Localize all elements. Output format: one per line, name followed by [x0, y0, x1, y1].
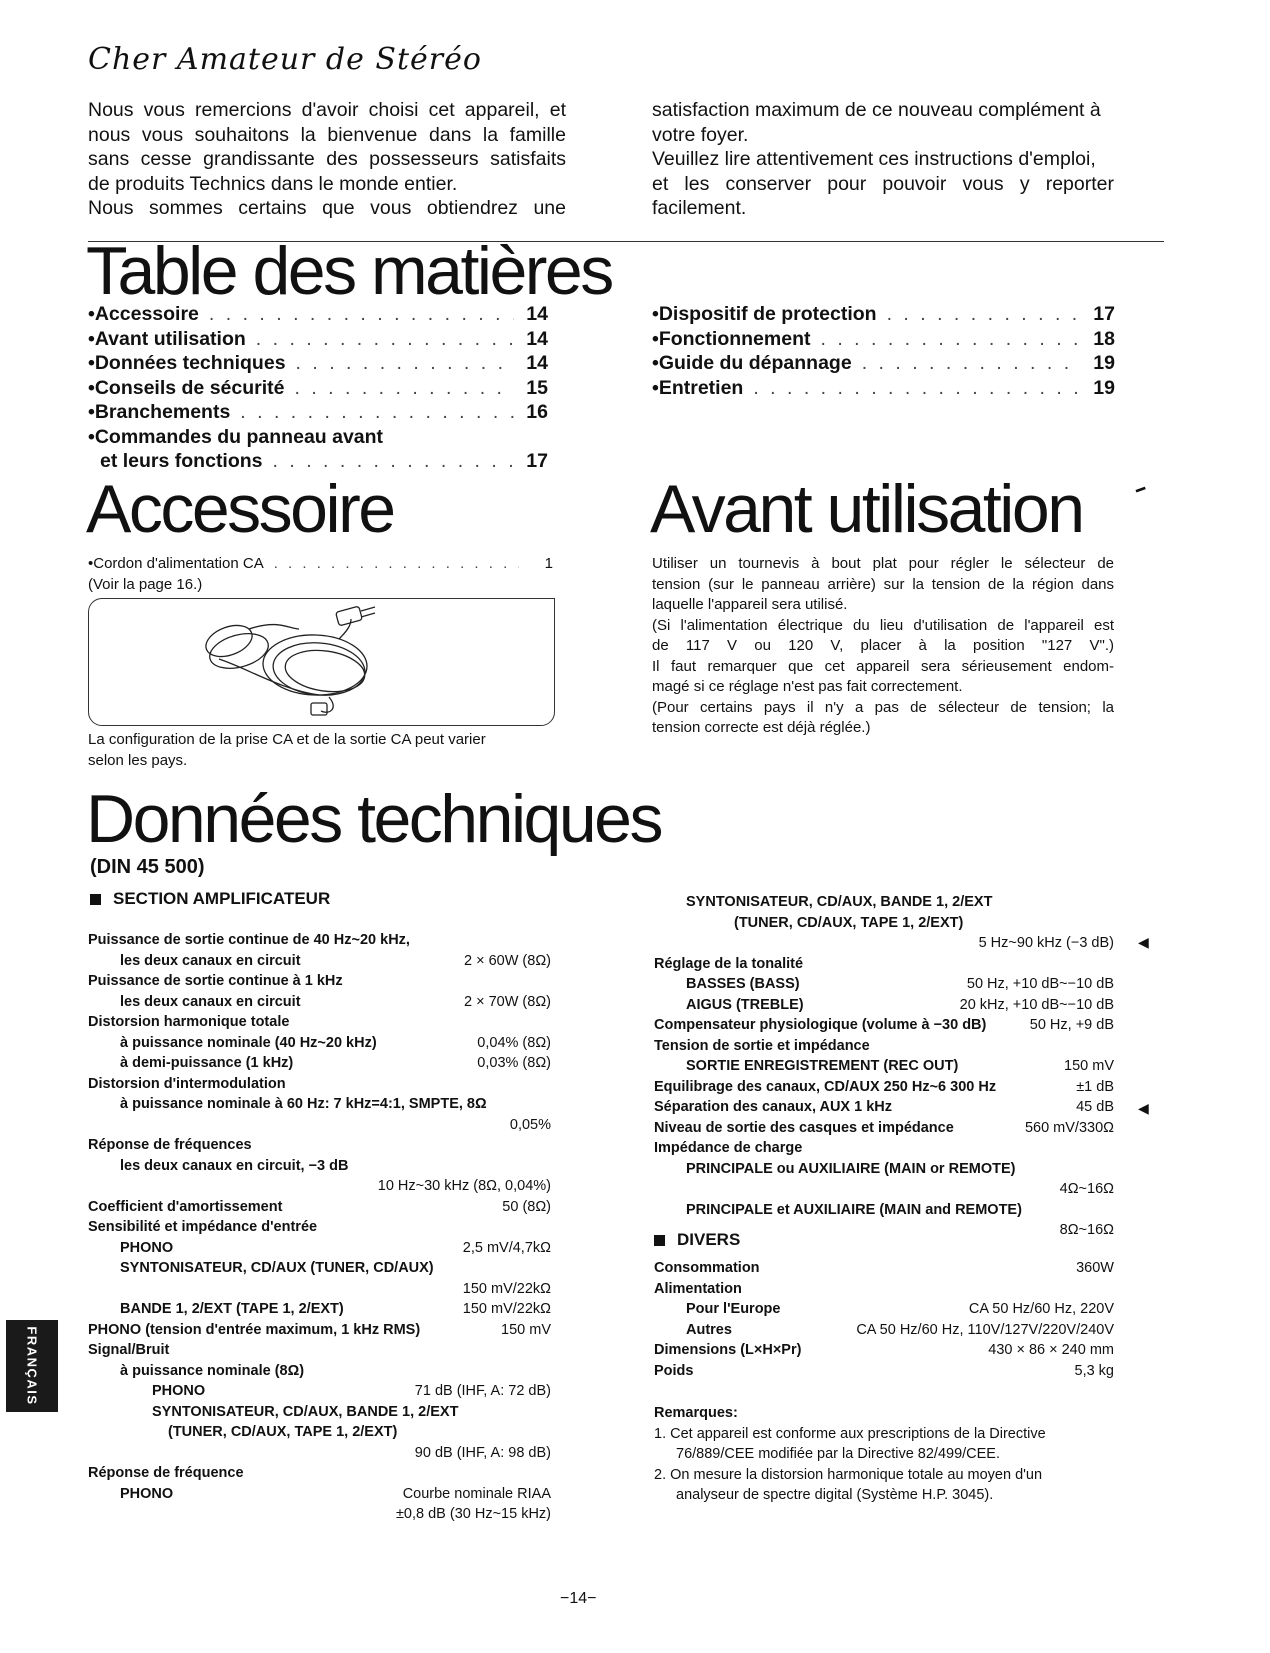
spec-row	[654, 913, 1114, 934]
spec-row	[88, 1238, 551, 1259]
toc-label: •Conseils de sécurité	[88, 376, 285, 399]
intro-line: de produits Technics dans le monde entier.	[88, 172, 458, 195]
intro-line: sans cesse grandissante des possesseurs satisfaits	[88, 148, 566, 170]
spec-value: 430 × 86 × 240 mm	[988, 1342, 1114, 1358]
spec-row	[88, 1094, 551, 1115]
intro-line: satisfaction maximum de ce nouveau complément à	[652, 99, 1101, 121]
spec-label: Distorsion d'intermodulation	[88, 1075, 286, 1092]
toc-entry[interactable]	[88, 377, 548, 402]
note-line: selon les pays.	[88, 751, 188, 769]
spec-label: PHONO (tension d'entrée maximum, 1 kHz RMS)	[88, 1321, 421, 1338]
spec-row	[88, 1422, 551, 1443]
accessoire-item	[88, 554, 553, 575]
spec-row	[88, 1033, 551, 1054]
spec-label: Pour l'Europe	[686, 1301, 781, 1317]
spec-value: ±1 dB	[1076, 1078, 1114, 1095]
accessoire-qty: 1	[544, 555, 553, 572]
spec-row	[88, 951, 551, 972]
spec-label: PHONO	[152, 1383, 206, 1399]
spec-row	[88, 1381, 551, 1402]
avant-line: magé si ce réglage n'est pas fait correctement.	[652, 678, 963, 695]
toc-label: •Entretien	[652, 376, 744, 399]
toc-label: •Fonctionnement	[652, 327, 811, 350]
spec-row	[88, 1320, 551, 1341]
toc-label: •Avant utilisation	[88, 327, 246, 350]
spec-row	[88, 1176, 551, 1197]
din-label: (DIN 45 500)	[90, 856, 205, 878]
spec-label: à puissance nominale à 60 Hz: 7 kHz=4:1, SMPTE, 8Ω	[120, 1096, 487, 1112]
spec-row	[88, 1074, 551, 1095]
toc-page: 18	[1093, 327, 1115, 350]
spec-row	[654, 995, 1114, 1016]
avant-line: tension (sur le panneau arrière) sur la tension de la région dans	[652, 575, 1114, 593]
avant-line: laquelle l'appareil sera utilisé.	[652, 596, 848, 613]
spec-label: à puissance nominale (8Ω)	[120, 1362, 305, 1379]
intro-line: et les conserver pour pouvoir vous y reporter	[652, 172, 1114, 195]
section-label: SECTION AMPLIFICATEUR	[113, 889, 331, 908]
spec-label: à puissance nominale (40 Hz~20 kHz)	[120, 1034, 377, 1051]
spec-row	[654, 1340, 1114, 1361]
toc-entry[interactable]	[88, 352, 548, 377]
toc-label: •Données techniques	[88, 352, 286, 374]
spec-label: (TUNER, CD/AUX, TAPE 1, 2/EXT)	[734, 914, 964, 931]
spec-row	[88, 1340, 551, 1361]
spec-label: Réglage de la tonalité	[654, 955, 804, 972]
spec-value: 560 mV/330Ω	[1024, 1119, 1114, 1136]
spec-label: Equilibrage des canaux, CD/AUX 250 Hz~6 300 Hz	[654, 1078, 997, 1095]
spec-value: CA 50 Hz/60 Hz, 110V/127V/220V/240V	[856, 1321, 1114, 1338]
spec-value: 150 mV	[501, 1321, 551, 1338]
spec-label: Réponse de fréquence	[88, 1465, 244, 1481]
spec-row	[88, 930, 551, 951]
intro-line: nous vous souhaitons la bienvenue dans la famille	[88, 123, 566, 146]
spec-label: (TUNER, CD/AUX, TAPE 1, 2/EXT)	[168, 1424, 398, 1440]
toc-page: 14	[526, 352, 548, 374]
toc-page: 16	[526, 401, 548, 423]
avant-text	[652, 554, 1114, 739]
spec-row	[88, 1197, 551, 1218]
spec-label: PRINCIPALE ou AUXILIAIRE (MAIN or REMOTE)	[686, 1160, 1016, 1177]
spec-label: PHONO	[120, 1239, 174, 1256]
spec-label: Niveau de sortie des casques et impédance	[654, 1119, 954, 1136]
spec-value: 71 dB (IHF, A: 72 dB)	[414, 1383, 551, 1399]
spec-label: Puissance de sortie continue à 1 kHz	[88, 973, 343, 989]
accessoire-item-label: •Cordon d'alimentation CA	[88, 555, 264, 572]
spec-label: Alimentation	[654, 1280, 742, 1297]
spec-label: AIGUS (TREBLE)	[686, 996, 804, 1013]
spec-divers-column	[654, 1258, 1114, 1381]
toc-label: •Commandes du panneau avant	[88, 425, 384, 448]
spec-value: 0,04% (8Ω)	[477, 1034, 551, 1051]
toc-entry[interactable]	[88, 303, 548, 328]
spec-label: les deux canaux en circuit, −3 dB	[120, 1157, 349, 1174]
spec-label: Coefficient d'amortissement	[88, 1198, 283, 1215]
spec-row	[88, 971, 551, 992]
toc-page: 17	[526, 450, 548, 472]
remarque-line: 2. On mesure la distorsion harmonique totale au moyen d'un	[654, 1466, 1043, 1483]
spec-row	[88, 1443, 551, 1464]
spec-row	[88, 1361, 551, 1382]
avant-line: Il faut remarquer que cet appareil sera sérieusement endom-	[652, 657, 1114, 675]
avant-line: de 117 V ou 120 V, placer à la position "127 V".)	[652, 637, 1114, 654]
intro-left	[88, 98, 566, 221]
spec-row	[654, 1036, 1114, 1057]
avant-line: (Pour certains pays il n'y a pas de sélecteur de tension; la	[652, 698, 1114, 716]
toc-label: •Accessoire	[88, 303, 199, 325]
spec-row	[88, 1217, 551, 1238]
spec-value: 4Ω~16Ω	[1059, 1181, 1114, 1197]
spec-value: 2 × 70W (8Ω)	[464, 993, 551, 1010]
spec-value: 0,05%	[509, 1116, 551, 1133]
toc-left	[88, 303, 548, 475]
avant-line: (Si l'alimentation électrique du lieu d'utilisation de l'appareil est	[652, 616, 1114, 634]
toc-entry[interactable]	[88, 426, 548, 451]
spec-row	[654, 1361, 1114, 1382]
spec-label: Tension de sortie et impédance	[654, 1037, 870, 1054]
spec-value: 2,5 mV/4,7kΩ	[462, 1239, 551, 1256]
spec-value: 45 dB	[1076, 1099, 1114, 1115]
spec-row	[88, 992, 551, 1013]
spec-value: 10 Hz~30 kHz (8Ω, 0,04%)	[377, 1178, 551, 1194]
power-cord-figure	[88, 598, 555, 726]
spec-row	[654, 1015, 1114, 1036]
spec-label: SORTIE ENREGISTREMENT (REC OUT)	[686, 1058, 959, 1074]
language-tab-label: FRANÇAIS	[24, 1326, 40, 1406]
greeting: Cher Amateur de Stéréo	[88, 42, 482, 77]
spec-label: Séparation des canaux, AUX 1 kHz	[654, 1099, 892, 1115]
toc-page: 19	[1093, 352, 1115, 374]
intro-right	[652, 98, 1114, 221]
accessoire-see: (Voir la page 16.)	[88, 575, 203, 593]
spec-label: Impédance de charge	[654, 1140, 803, 1156]
spec-row	[654, 1097, 1114, 1118]
spec-row	[654, 1118, 1114, 1139]
remarque-line: analyseur de spectre digital (Système H.P. 3045).	[676, 1487, 994, 1503]
spec-label: SYNTONISATEUR, CD/AUX, BANDE 1, 2/EXT	[152, 1403, 459, 1420]
spec-value: ±0,8 dB (30 Hz~15 kHz)	[395, 1506, 551, 1522]
spec-value: 90 dB (IHF, A: 98 dB)	[414, 1444, 551, 1461]
accessoire-text	[88, 554, 553, 595]
page-number: −14−	[560, 1590, 597, 1607]
spec-row	[654, 892, 1114, 913]
spec-value: 5,3 kg	[1074, 1362, 1114, 1379]
spec-label: Puissance de sortie continue de 40 Hz~20 kHz,	[88, 932, 410, 948]
spec-row	[88, 1463, 551, 1484]
spec-row	[88, 1279, 551, 1300]
spec-value: 50 Hz, +10 dB~−10 dB	[966, 976, 1114, 992]
spec-row	[654, 1279, 1114, 1300]
spec-row	[88, 1053, 551, 1074]
note-line: La configuration de la prise CA et de la sortie CA peut varier	[88, 731, 486, 748]
spec-row	[654, 1077, 1114, 1098]
spec-label: à demi-puissance (1 kHz)	[120, 1055, 294, 1071]
spec-row	[654, 974, 1114, 995]
spec-row	[88, 1012, 551, 1033]
spec-label: Consommation	[654, 1260, 760, 1276]
donnees-title: Données techniques	[86, 781, 662, 857]
spec-label: Compensateur physiologique (volume à −30 dB)	[654, 1017, 987, 1033]
spec-label: Signal/Bruit	[88, 1342, 170, 1358]
toc-label: •Guide du dépannage	[652, 352, 852, 374]
spec-row	[88, 1299, 551, 1320]
margin-mark-icon: ◀	[1138, 1100, 1149, 1116]
spec-row	[654, 1200, 1114, 1221]
spec-row	[654, 1159, 1114, 1180]
spec-left-column	[88, 930, 551, 1525]
remarque-line: 76/889/CEE modifiée par la Directive 82/499/CEE.	[676, 1446, 1001, 1462]
spec-value: 150 mV	[1064, 1058, 1114, 1074]
spec-label: les deux canaux en circuit	[120, 952, 301, 969]
spec-label: PRINCIPALE et AUXILIAIRE (MAIN and REMOTE)	[686, 1201, 1022, 1218]
spec-row	[88, 1484, 551, 1505]
spec-row	[654, 1320, 1114, 1341]
spec-label: BASSES (BASS)	[686, 976, 800, 992]
spec-value: CA 50 Hz/60 Hz, 220V	[968, 1301, 1114, 1317]
toc-label: et leurs fonctions	[100, 450, 263, 472]
spec-label: SYNTONISATEUR, CD/AUX (TUNER, CD/AUX)	[120, 1260, 434, 1276]
toc-entry[interactable]	[88, 401, 548, 426]
accessoire-note	[88, 730, 554, 771]
intro-line: facilement.	[652, 197, 747, 219]
spec-row	[654, 1138, 1114, 1159]
square-bullet-icon	[654, 1235, 665, 1246]
toc-entry[interactable]	[652, 303, 1115, 328]
spec-row	[654, 933, 1114, 954]
avant-title: Avant utilisation	[650, 471, 1083, 547]
intro-line: Nous sommes certains que vous obtiendrez une	[88, 197, 566, 219]
spec-value: 150 mV/22kΩ	[462, 1301, 551, 1317]
spec-value: Courbe nominale RIAA	[402, 1485, 551, 1502]
spec-value: 2 × 60W (8Ω)	[464, 952, 551, 969]
spec-label: SYNTONISATEUR, CD/AUX, BANDE 1, 2/EXT	[686, 894, 993, 910]
toc-page: 19	[1093, 376, 1115, 399]
toc-entry[interactable]	[88, 328, 548, 353]
accessoire-title: Accessoire	[86, 471, 394, 547]
toc-page: 14	[526, 303, 548, 325]
spec-row	[88, 1402, 551, 1423]
margin-mark-icon: ━	[1133, 480, 1149, 501]
avant-line: tension correcte est déjà réglée.)	[652, 719, 871, 736]
spec-label: PHONO	[120, 1485, 174, 1502]
square-bullet-icon	[90, 894, 101, 905]
remarques-title: Remarques:	[654, 1405, 738, 1421]
toc-label: •Branchements	[88, 401, 231, 423]
spec-row	[654, 1258, 1114, 1279]
language-tab	[6, 1320, 58, 1412]
intro-line: Nous vous remercions d'avoir choisi cet appareil, et	[88, 99, 566, 121]
intro-line: votre foyer.	[652, 123, 749, 146]
spec-value: 50 Hz, +9 dB	[1029, 1017, 1114, 1033]
spec-row	[88, 1156, 551, 1177]
spec-value: 360W	[1076, 1260, 1114, 1276]
spec-label: les deux canaux en circuit	[120, 993, 301, 1010]
margin-mark-icon: ◀	[1138, 934, 1149, 950]
spec-row	[88, 1115, 551, 1136]
remarques	[654, 1403, 1114, 1506]
spec-row	[654, 954, 1114, 975]
spec-label: Réponse de fréquences	[88, 1137, 252, 1153]
spec-label: Poids	[654, 1362, 694, 1379]
spec-label: Sensibilité et impédance d'entrée	[88, 1219, 318, 1235]
spec-label: Autres	[686, 1321, 732, 1338]
spec-value: 8Ω~16Ω	[1059, 1222, 1114, 1238]
toc-page: 17	[1093, 303, 1115, 325]
spec-row	[654, 1056, 1114, 1077]
toc-page: 15	[526, 376, 548, 399]
section-label: DIVERS	[677, 1230, 741, 1249]
spec-value: 5 Hz~90 kHz (−3 dB)	[978, 935, 1114, 951]
section-divers-heading	[654, 1230, 740, 1250]
toc-entry[interactable]	[652, 352, 1115, 377]
toc-entry[interactable]	[652, 328, 1115, 353]
remarque-line: 1. Cet appareil est conforme aux prescriptions de la Directive	[654, 1425, 1046, 1442]
toc-right	[652, 303, 1115, 401]
spec-label: BANDE 1, 2/EXT (TAPE 1, 2/EXT)	[120, 1301, 344, 1317]
toc-title: Table des matières	[86, 233, 612, 309]
avant-line: Utiliser un tournevis à bout plat pour régler le sélecteur de	[652, 555, 1114, 572]
spec-row	[88, 1258, 551, 1279]
spec-value: 20 kHz, +10 dB~−10 dB	[959, 996, 1114, 1013]
power-cord-icon	[89, 599, 554, 725]
spec-value: 150 mV/22kΩ	[462, 1280, 551, 1297]
spec-value: 0,03% (8Ω)	[477, 1055, 551, 1071]
spec-label: Distorsion harmonique totale	[88, 1014, 290, 1030]
spec-row	[88, 1504, 551, 1525]
spec-label: Dimensions (L×H×Pr)	[654, 1342, 802, 1358]
section-amplificateur-heading	[90, 889, 330, 909]
spec-right-column	[654, 892, 1114, 1241]
spec-row	[88, 1135, 551, 1156]
toc-page: 14	[526, 327, 548, 350]
toc-entry[interactable]	[652, 377, 1115, 402]
spec-value: 50 (8Ω)	[502, 1198, 551, 1215]
spec-row	[654, 1179, 1114, 1200]
spec-row	[654, 1299, 1114, 1320]
toc-label: •Dispositif de protection	[652, 303, 877, 325]
intro-line: Veuillez lire attentivement ces instructions d'emploi,	[652, 148, 1096, 170]
